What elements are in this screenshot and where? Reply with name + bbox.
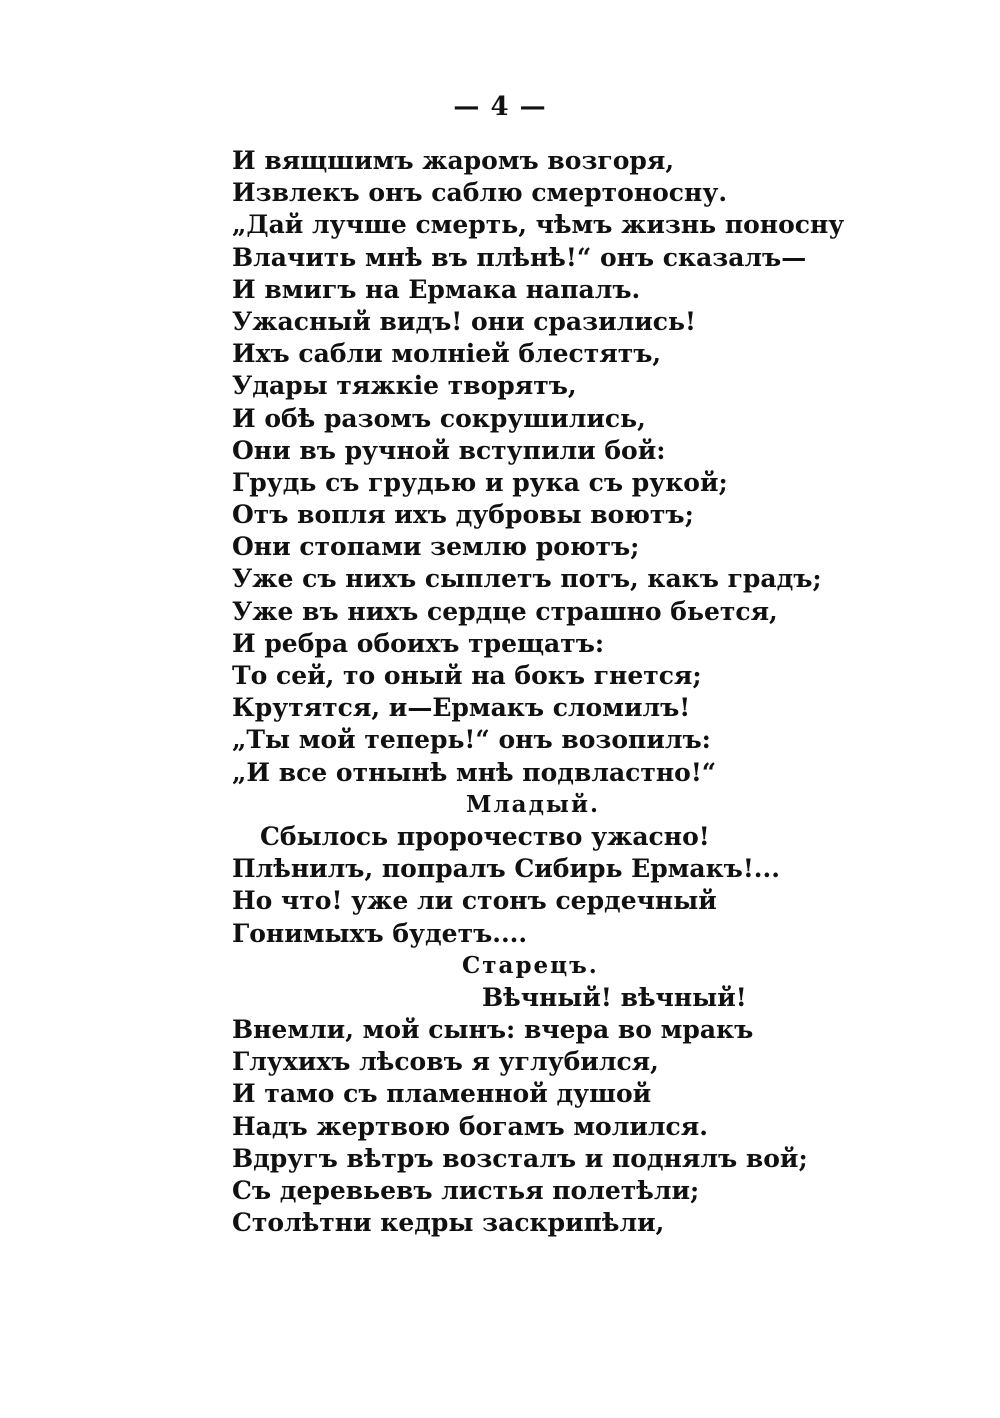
- verse-line: Ихъ сабли молніей блестятъ,: [232, 339, 662, 369]
- verse-line: Надъ жертвою богамъ молился.: [232, 1111, 708, 1141]
- speaker-name: Старецъ.: [462, 951, 599, 979]
- verse-line: Но что! уже ли стонъ сердечный: [232, 886, 717, 916]
- verse-line: Извлекъ онъ саблю смертоносну.: [232, 178, 728, 208]
- verse-line: Удары тяжкіе творятъ,: [232, 371, 577, 401]
- speaker-name: Младый.: [466, 790, 601, 818]
- stanza: [232, 821, 852, 950]
- verse-line: Вдругъ вѣтръ возсталъ и поднялъ вой;: [232, 1143, 808, 1173]
- verse-line: Съ деревьевъ листья полетѣли;: [232, 1176, 700, 1205]
- verse-line: Отъ вопля ихъ дубровы воютъ;: [232, 500, 694, 530]
- verse-line: И ребра обоихъ трещатъ:: [232, 628, 605, 658]
- verse-line: Они стопами землю роютъ;: [232, 532, 640, 562]
- verse-line: Сбылось пророчество ужасно!: [260, 821, 710, 851]
- verse-line: Уже съ нихъ сыплетъ потъ, какъ градъ;: [232, 564, 822, 594]
- verse-line: „Дай лучше смерть, чѣмъ жизнь поносну: [232, 210, 845, 240]
- verse-line: Грудь съ грудью и рука съ рукой;: [232, 467, 728, 497]
- stanza: [232, 145, 852, 789]
- verse-line: И тамо съ пламенной душой: [232, 1079, 652, 1109]
- verse-line: Ужасный видъ! они сразились!: [232, 306, 696, 336]
- verse-line: Они въ ручной вступили бой:: [232, 435, 666, 465]
- verse-line: Гонимыхъ будетъ....: [232, 918, 528, 948]
- verse-line: Внемли, мой сынъ: вчера во мракъ: [232, 1015, 754, 1045]
- verse-line: То сей, то оный на бокъ гнется;: [232, 661, 702, 690]
- verse-line: Влачить мнѣ въ плѣнѣ!“ онъ сказалъ—: [232, 242, 807, 272]
- verse-line: Столѣтни кедры заскрипѣли,: [232, 1208, 665, 1238]
- page-number: — 4 —: [453, 92, 547, 122]
- poem-text: [232, 145, 852, 1239]
- verse-line: Плѣнилъ, попралъ Сибирь Ермакъ!...: [232, 854, 780, 884]
- verse-line: И обѣ разомъ сокрушились,: [232, 403, 646, 433]
- verse-line: И вящшимъ жаромъ возгоря,: [232, 146, 675, 175]
- verse-line: Крутятся, и—Ермакъ сломилъ!: [232, 693, 691, 723]
- verse-line: И вмигъ на Ермака напалъ.: [232, 274, 641, 304]
- verse-line: „И все отнынѣ мнѣ подвластно!“: [232, 757, 717, 787]
- verse-line: Глухихъ лѣсовъ я углубился,: [232, 1047, 659, 1077]
- verse-line: „Ты мой теперь!“ онъ возопилъ:: [232, 725, 711, 755]
- stanza: [232, 982, 852, 1240]
- verse-line: Вѣчный! вѣчный!: [482, 982, 747, 1012]
- verse-line: Уже въ нихъ сердце страшно бьется,: [232, 596, 778, 626]
